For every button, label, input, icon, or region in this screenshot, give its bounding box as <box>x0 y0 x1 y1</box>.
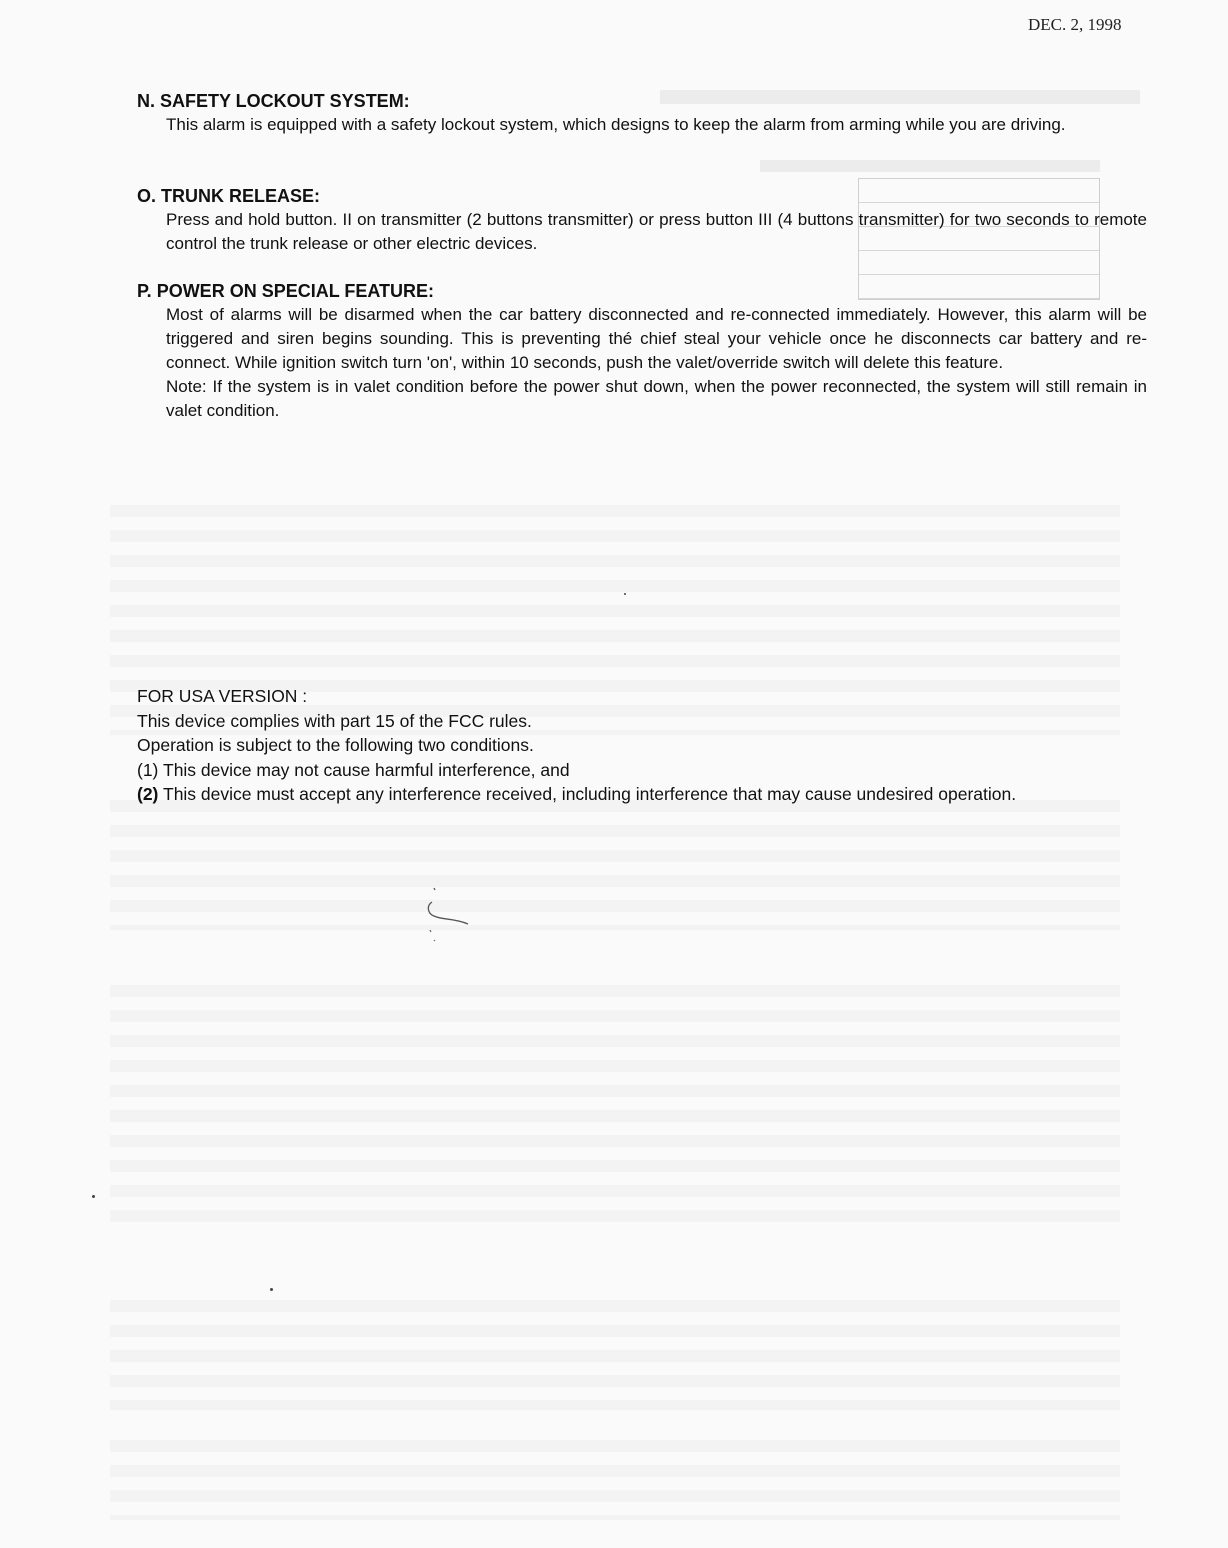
bleed-through-block <box>110 1300 1120 1410</box>
section-trunk-release <box>137 184 1147 256</box>
section-heading: P. POWER ON SPECIAL FEATURE: <box>137 281 435 301</box>
section-note: Note: If the system is in valet condition before the power shut down, when the power reconnected, the system will still remain in valet condition. <box>166 377 1147 420</box>
page-date: DEC. 2, 1998 <box>1028 15 1122 34</box>
bleed-through-line <box>760 160 1100 172</box>
fcc-title: FOR USA VERSION : <box>137 686 308 706</box>
scan-speck <box>92 1195 95 1198</box>
section-paragraph: Most of alarms will be disarmed when the car battery disconnected and re-connected immediately. However, this alarm will be triggered and siren begins sounding. This is preventing thé chief steal your vehicle once he disconnects car battery and re-connect. While ignition switch turn 'on', within 10 seconds, push the valet/override switch will delete this feature. <box>166 305 1147 372</box>
section-power-on-feature <box>137 279 1147 423</box>
fcc-condition <box>137 758 1097 783</box>
condition-text: This device must accept any interference received, including interference that may cause undesired operation. <box>163 784 1017 804</box>
section-heading: N. SAFETY LOCKOUT SYSTEM: <box>137 91 410 111</box>
condition-text: This device may not cause harmful interference, and <box>163 759 570 780</box>
section-paragraph: Press and hold button. II on transmitter (2 buttons transmitter) or press button III (4 buttons transmitter) for two seconds to remote control the trunk release or other electric devices. <box>166 210 1147 253</box>
fcc-notice <box>137 684 1097 807</box>
section-paragraph: This alarm is equipped with a safety lockout system, which designs to keep the alarm from arming while you are driving. <box>166 115 1066 134</box>
section-heading: O. TRUNK RELEASE: <box>137 186 321 206</box>
condition-number: (1) <box>137 759 159 780</box>
bleed-through-block <box>110 985 1120 1235</box>
scan-speck <box>270 1288 273 1291</box>
bleed-through-block <box>110 800 1120 930</box>
bleed-through-block <box>110 1440 1120 1520</box>
fcc-condition <box>137 782 1097 807</box>
section-safety-lockout <box>137 89 1147 137</box>
scan-speck <box>624 593 626 595</box>
pen-scribble-icon <box>420 880 490 950</box>
fcc-line: Operation is subject to the following two conditions. <box>137 735 534 755</box>
condition-number: (2) <box>137 784 159 804</box>
fcc-line: This device complies with part 15 of the FCC rules. <box>137 710 532 731</box>
